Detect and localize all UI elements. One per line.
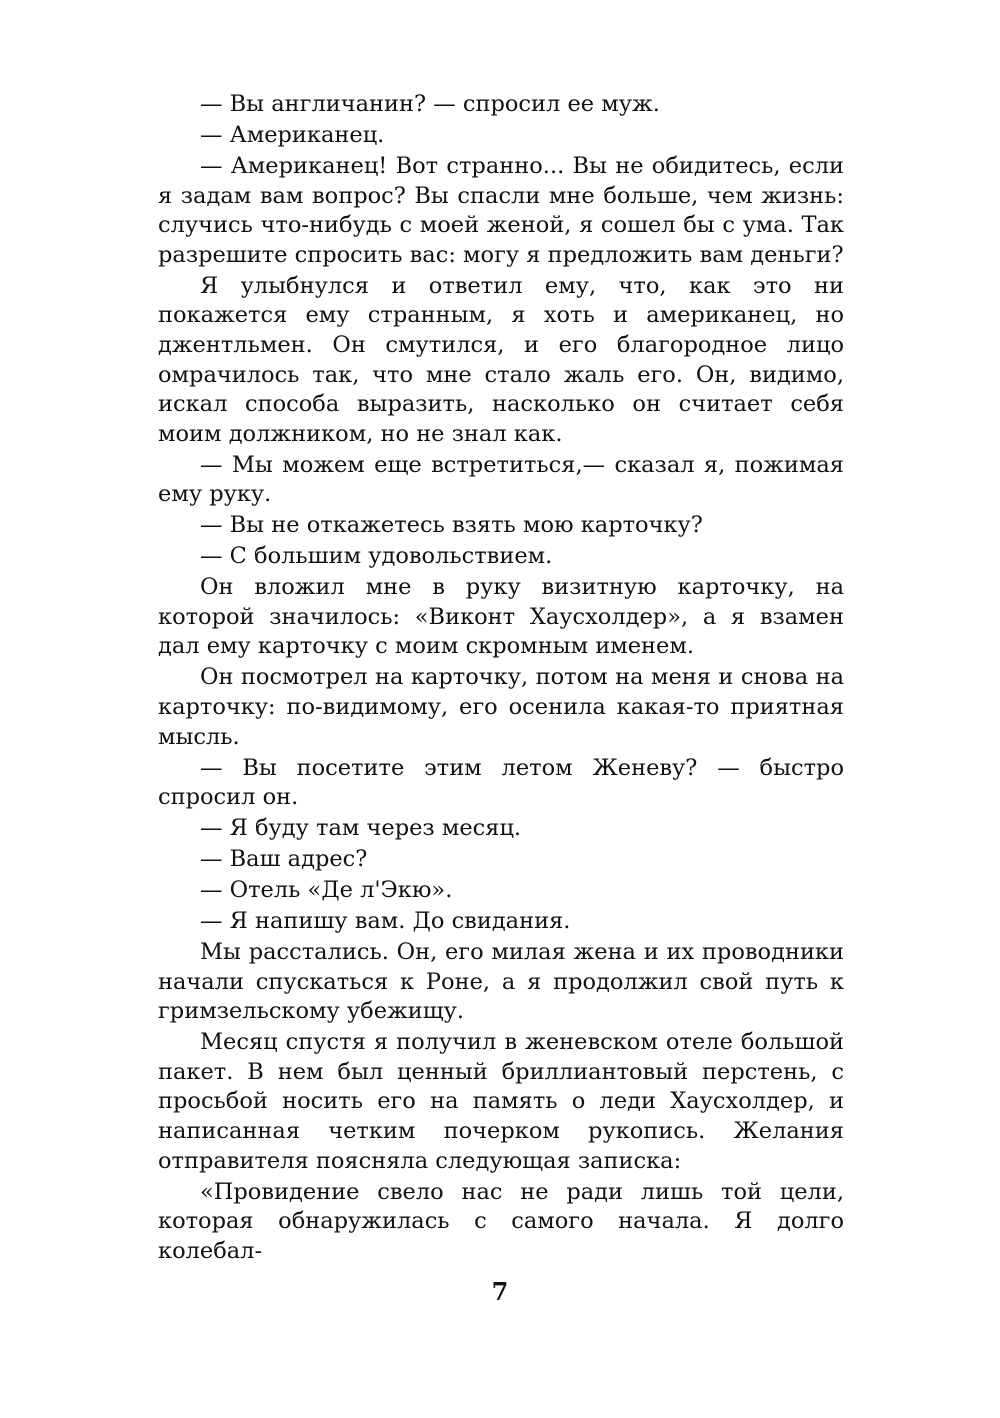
paragraph: — Отель «Де л'Экю». (200, 877, 453, 904)
paragraph: — Вы не откажетесь взять мою карточку? (200, 512, 703, 539)
paragraph: Я улыбнулся и ответил ему, что, как это ни покажется ему странным, я хоть и американец, но джентльмен. Он смутился, и его благородное лицо омрачилось так, что мне стало жаль его. Он, видимо, искал способа выразить, насколько он считает себя моим должником, но не знал как. (158, 272, 844, 447)
page-number: 7 (491, 1277, 509, 1306)
paragraph: — Вы англичанин? — спросил ее муж. (200, 91, 660, 117)
paragraph: — Мы можем еще встретиться,— сказал я, пожимая ему руку. (158, 451, 844, 508)
page-text (158, 90, 844, 1268)
paragraph: Мы расстались. Он, его милая жена и их проводники начали спускаться к Роне, а я продолжил свой путь к гримзельскому убежищу. (158, 939, 844, 1025)
paragraph: — Американец. (200, 121, 385, 148)
paragraph: — Я буду там через месяц. (200, 815, 522, 842)
paragraph: — Ваш адрес? (200, 846, 368, 873)
paragraph: Он вложил мне в руку визитную карточку, на которой значилось: «Виконт Хаусхолдер», а я взамен дал ему карточку с моим скромным именем. (158, 574, 844, 660)
paragraph: — Американец! Вот странно... Вы не обидитесь, если я задам вам вопрос? Вы спасли мне больше, чем жизнь: случись что-нибудь с моей женой, я сошел бы с ума. Так разрешите спросить вас: могу я предложить вам деньги? (158, 152, 844, 268)
paragraph: — Я напишу вам. До свидания. (200, 908, 571, 935)
paragraph: — С большим удовольствием. (200, 543, 553, 570)
paragraph: Месяц спустя я получил в женевском отеле большой пакет. В нем был ценный бриллиантовый перстень, с просьбой носить его на память о леди Хаусхолдер, и написанная четким почерком рукопись. Желания отправителя поясняла следующая записка: (158, 1029, 844, 1174)
paragraph: «Провидение свело нас не ради лишь той цели, которая обнаружилась с самого начала. Я долго колебал- (158, 1178, 844, 1264)
paragraph: — Вы посетите этим летом Женеву? — быстро спросил он. (158, 754, 844, 811)
paragraph: Он посмотрел на карточку, потом на меня и снова на карточку: по-видимому, его осенила какая-то приятная мысль. (158, 664, 844, 750)
